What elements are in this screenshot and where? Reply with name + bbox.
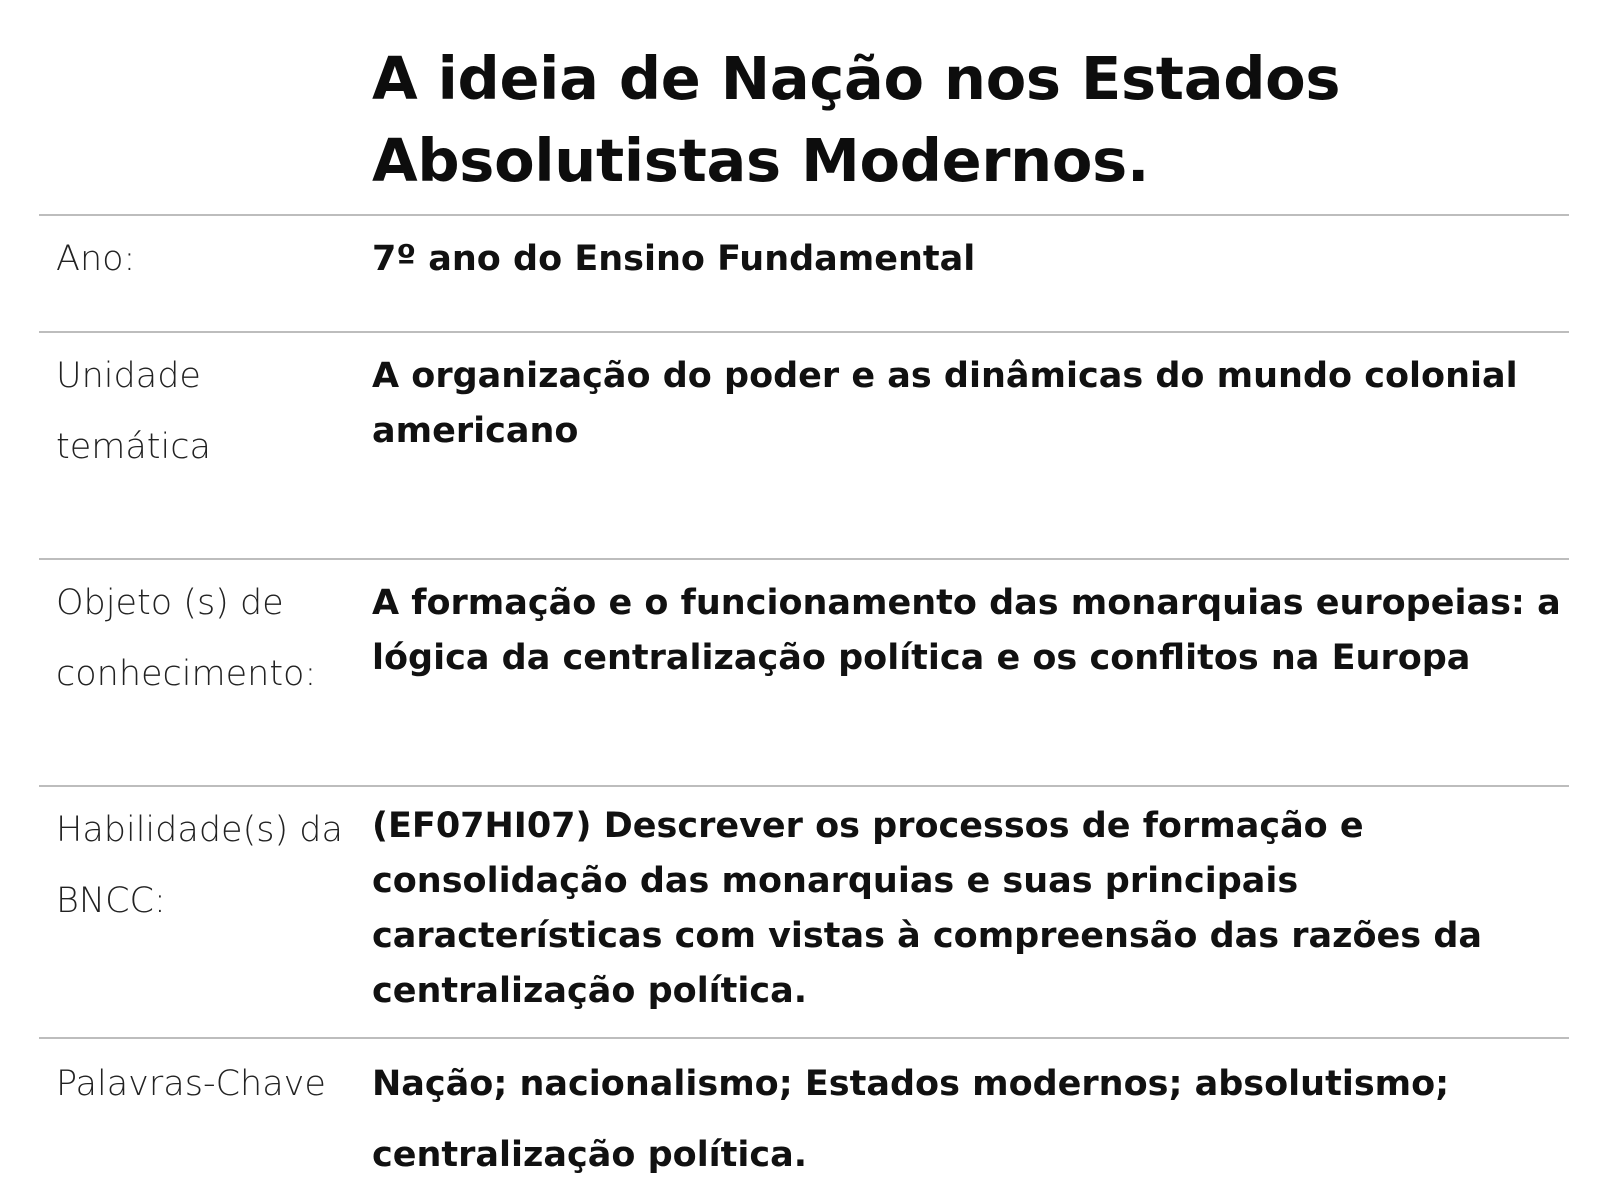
table-row-unidade-tematica: [39, 331, 1569, 558]
row-value-ano: 7º ano do Ensino Fundamental: [372, 239, 976, 279]
page-title: A ideia de Nação nos Estados Absolutistas Modernos.: [372, 44, 1341, 195]
table-row-ano: [39, 214, 1569, 331]
lesson-info-table: [39, 214, 1569, 1197]
row-value-objeto-conhecimento: A formação e o funcionamento das monarquias europeias: a lógica da centralização política e os conflitos na Europa: [372, 583, 1561, 678]
table-row-objeto-conhecimento: [39, 558, 1569, 785]
row-label-palavras-chave: Palavras-Chave: [56, 1064, 326, 1104]
row-label-unidade-tematica: Unidade temática: [56, 356, 211, 467]
row-value-habilidades-bncc: (EF07HI07) Descrever os processos de formação e consolidação das monarquias e suas principais características com vistas à compreensão das razões da centralização política.: [372, 806, 1482, 1011]
row-value-unidade-tematica: A organização do poder e as dinâmicas do mundo colonial americano: [372, 356, 1518, 451]
table-row-palavras-chave: [39, 1037, 1569, 1197]
row-label-ano: Ano:: [56, 239, 136, 279]
row-label-objeto-conhecimento: Objeto (s) de conhecimento:: [56, 583, 317, 694]
table-row-habilidades-bncc: [39, 785, 1569, 1037]
row-value-palavras-chave: Nação; nacionalismo; Estados modernos; absolutismo; centralização política.: [372, 1064, 1450, 1175]
row-label-habilidades-bncc: Habilidade(s) da BNCC:: [56, 810, 343, 921]
